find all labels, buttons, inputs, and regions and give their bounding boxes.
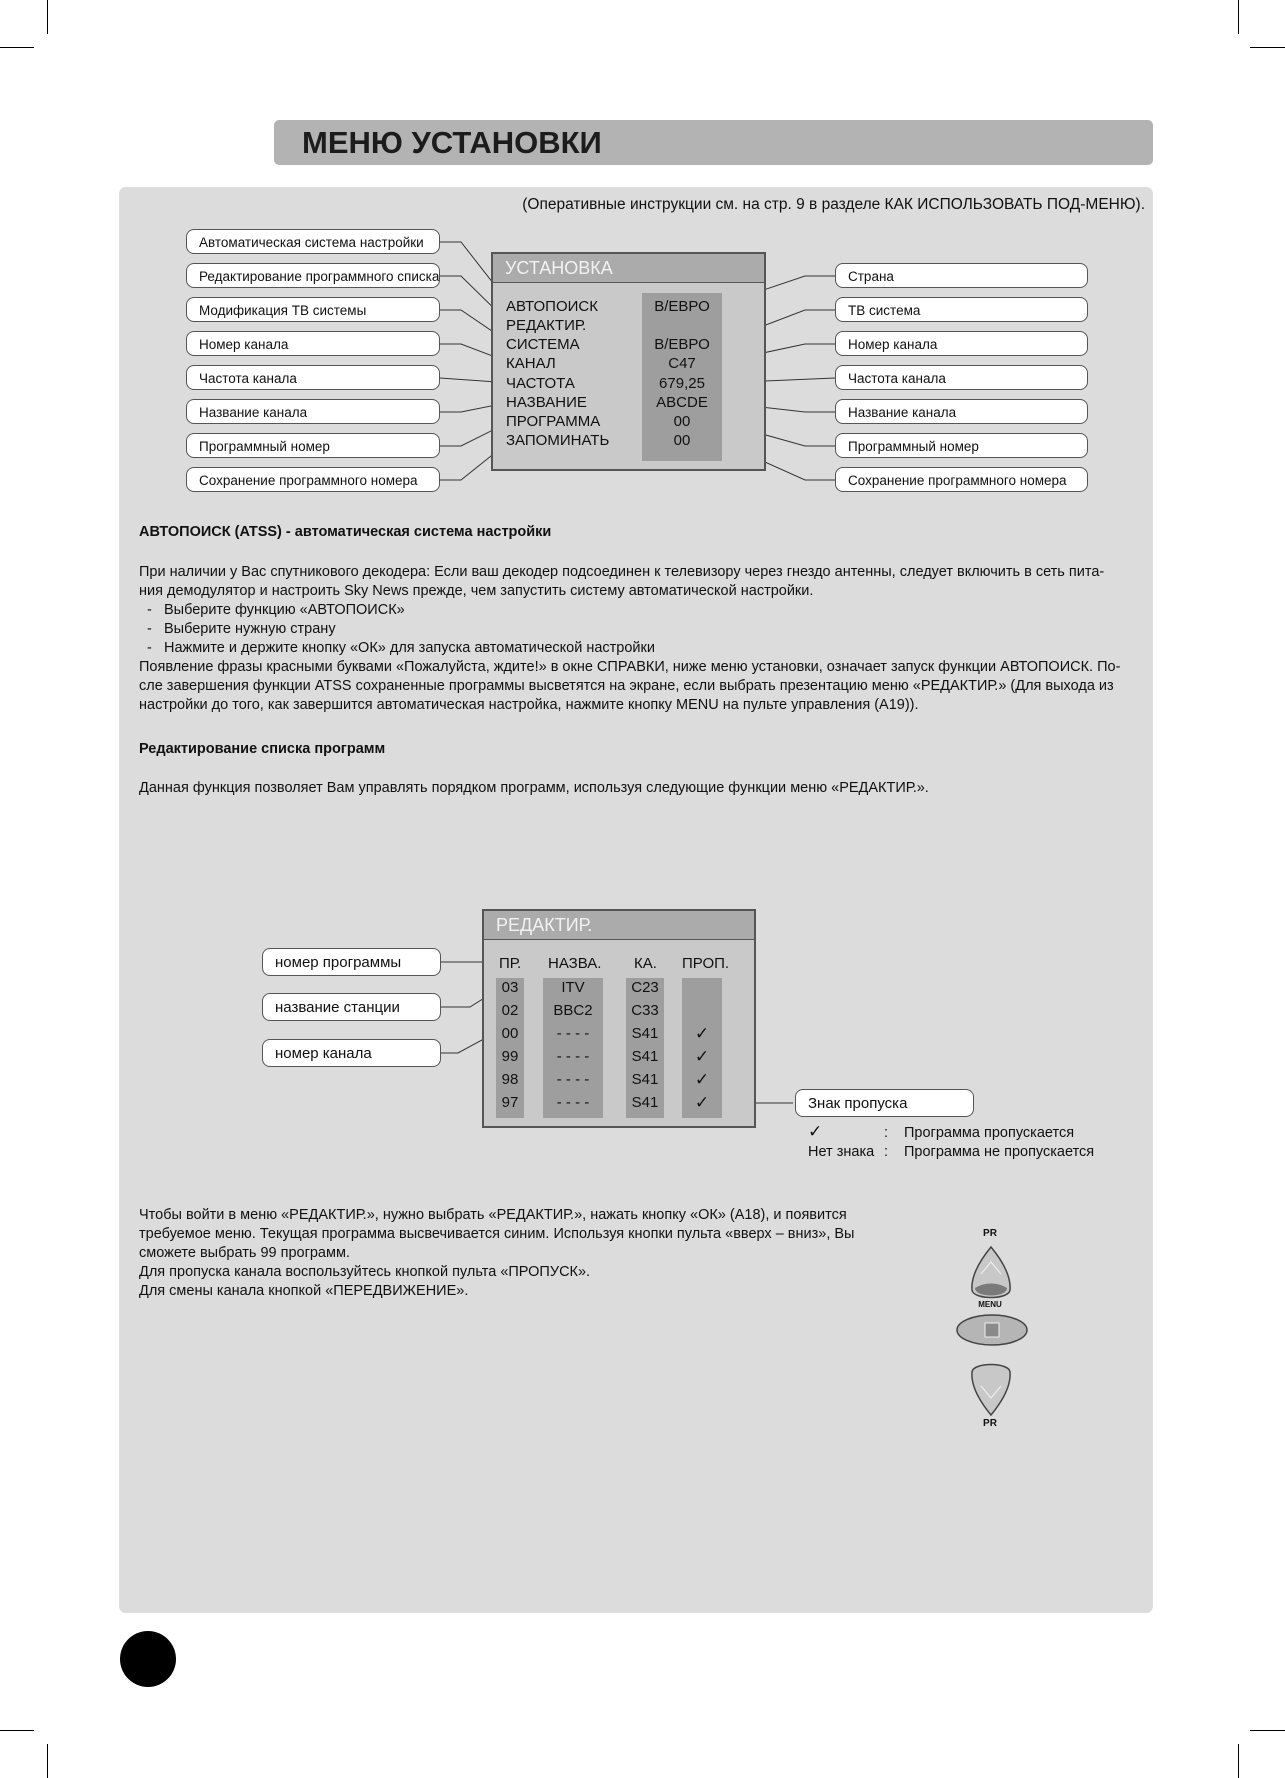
- paragraph-line: ния демодулятор и настроить Sky News прежде, чем запустить систему автоматической настройки.: [139, 583, 814, 599]
- remote-menu-label: MENU: [978, 1300, 1002, 1309]
- paragraph-line: Появление фразы красными буквами «Пожалуйста, ждите!» в окне СПРАВКИ, ниже меню установки, означает запуск функции АВТОПОИСК. По-: [139, 659, 1121, 675]
- edit-header: ПР.: [499, 955, 522, 972]
- page-title: МЕНЮ УСТАНОВКИ: [302, 125, 602, 160]
- setup-item: НАЗВАНИЕ: [506, 394, 587, 411]
- edit-osd-window: [482, 909, 756, 1128]
- setup-item: ЗАПОМИНАТЬ: [506, 432, 610, 449]
- skip-mark-label: Знак пропуска: [795, 1089, 974, 1117]
- table-row-name: - - - -: [556, 1071, 590, 1088]
- edit-left-label: название станции: [262, 993, 441, 1021]
- table-row-pr: 00: [501, 1025, 519, 1042]
- setup-item: ЧАСТОТА: [506, 375, 575, 392]
- table-row-pr: 02: [501, 1002, 519, 1019]
- setup-item: ПРОГРАММА: [506, 413, 601, 430]
- list-item: - Выберите функцию «АВТОПОИСК»: [139, 602, 405, 618]
- table-row-channel: S41: [631, 1071, 659, 1088]
- setup-left-label: Модификация ТВ системы: [186, 297, 440, 322]
- legend-text: Программа не пропускается: [904, 1144, 1095, 1160]
- setup-left-label: Программный номер: [186, 433, 440, 458]
- skip-check-icon: ✓: [694, 1070, 710, 1089]
- remote-pr-label: PR: [983, 1418, 997, 1429]
- setup-value: В/ЕВРО: [654, 298, 710, 315]
- setup-value: 00: [673, 413, 691, 430]
- table-row-pr: 03: [501, 979, 519, 996]
- setup-right-label: Название канала: [835, 399, 1088, 424]
- edit-osd-title: РЕДАКТИР.: [484, 911, 754, 940]
- edit-header: ПРОП.: [682, 955, 730, 972]
- reference-note: (Оперативные инструкции см. на стр. 9 в разделе КАК ИСПОЛЬЗОВАТЬ ПОД-МЕНЮ).: [522, 196, 1145, 213]
- setup-right-label: Номер канала: [835, 331, 1088, 356]
- setup-item: КАНАЛ: [506, 355, 556, 372]
- paragraph-line: требуемое меню. Текущая программа высвечивается синим. Используя кнопки пульта «вверх – вниз», Вы: [139, 1226, 855, 1242]
- setup-value: В/ЕВРО: [654, 336, 710, 353]
- setup-value: 679,25: [659, 375, 705, 392]
- legend-sep: :: [884, 1125, 889, 1141]
- legend-sep: :: [884, 1144, 889, 1160]
- paragraph-line: Данная функция позволяет Вам управлять порядком программ, используя следующие функции меню «РЕДАКТИР.».: [139, 780, 929, 796]
- paragraph-line: Чтобы войти в меню «РЕДАКТИР.», нужно выбрать «РЕДАКТИР.», нажать кнопку «ОК» (A18), и появится: [139, 1207, 847, 1223]
- list-item: - Выберите нужную страну: [139, 621, 336, 637]
- menu-button-icon: [955, 1312, 1029, 1348]
- table-row-name: - - - -: [556, 1025, 590, 1042]
- legend-mark: ✓: [808, 1122, 823, 1141]
- page-marker-circle: [120, 1631, 176, 1687]
- remote-pr-label: PR: [983, 1228, 997, 1239]
- legend-mark: Нет знака: [808, 1144, 875, 1160]
- pr-down-icon: [967, 1360, 1015, 1418]
- skip-check-icon: ✓: [694, 1024, 710, 1043]
- pr-up-icon: [967, 1244, 1015, 1304]
- skip-check-icon: ✓: [694, 1047, 710, 1066]
- setup-right-label: Частота канала: [835, 365, 1088, 390]
- legend-text: Программа пропускается: [904, 1125, 1075, 1141]
- table-row-channel: C33: [631, 1002, 659, 1019]
- edit-header: КА.: [634, 955, 657, 972]
- table-row-channel: S41: [631, 1048, 659, 1065]
- edit-left-label: номер программы: [262, 948, 441, 976]
- table-row-name: - - - -: [556, 1048, 590, 1065]
- table-row-name: - - - -: [556, 1094, 590, 1111]
- setup-left-label: Номер канала: [186, 331, 440, 356]
- setup-value: ABCDE: [656, 394, 708, 411]
- edit-header: НАЗВА.: [548, 955, 602, 972]
- setup-value: 00: [673, 432, 691, 449]
- table-row-channel: C23: [631, 979, 659, 996]
- section-heading-autosearch: АВТОПОИСК (ATSS) - автоматическая система настройки: [139, 524, 552, 540]
- setup-right-label: Программный номер: [835, 433, 1088, 458]
- setup-left-label: Название канала: [186, 399, 440, 424]
- table-row-channel: S41: [631, 1094, 659, 1111]
- paragraph-line: сможете выбрать 99 программ.: [139, 1245, 350, 1261]
- paragraph-line: Для смены канала кнопкой «ПЕРЕДВИЖЕНИЕ».: [139, 1283, 469, 1299]
- setup-left-label: Редактирование программного списка: [186, 263, 440, 288]
- setup-item: РЕДАКТИР.: [506, 317, 587, 334]
- paragraph-line: настройки до того, как завершится автоматическая настройка, нажмите кнопку MENU на пульте управления (A19)).: [139, 697, 919, 713]
- setup-value: C47: [668, 355, 696, 372]
- edit-left-label: номер канала: [262, 1039, 441, 1067]
- setup-left-label: Частота канала: [186, 365, 440, 390]
- setup-left-label: Автоматическая система настройки: [186, 229, 440, 254]
- setup-right-label: Страна: [835, 263, 1088, 288]
- setup-right-label: Сохранение программного номера: [835, 467, 1088, 492]
- table-row-pr: 97: [501, 1094, 519, 1111]
- paragraph-line: сле завершения функции ATSS сохраненные программы высветятся на экране, если выбрать презентацию меню «РЕДАКТИР.» (Для выхода из: [139, 678, 1114, 694]
- table-row-pr: 99: [501, 1048, 519, 1065]
- paragraph-line: При наличии у Вас спутникового декодера: Если ваш декодер подсоединен к телевизору через гнездо антенны, следует включить в сеть пита-: [139, 564, 1105, 580]
- table-row-name: ITV: [561, 979, 585, 996]
- setup-item: АВТОПОИСК: [506, 298, 598, 315]
- setup-osd-window: [491, 252, 766, 471]
- setup-right-label: ТВ система: [835, 297, 1088, 322]
- setup-item: СИСТЕМА: [506, 336, 580, 353]
- setup-osd-title: УСТАНОВКА: [493, 254, 764, 283]
- list-item: - Нажмите и держите кнопку «ОК» для запуска автоматической настройки: [139, 640, 655, 656]
- setup-left-label: Сохранение программного номера: [186, 467, 440, 492]
- table-row-channel: S41: [631, 1025, 659, 1042]
- section-heading-edit: Редактирование списка программ: [139, 741, 386, 757]
- skip-check-icon: ✓: [694, 1093, 710, 1112]
- paragraph-line: Для пропуска канала воспользуйтесь кнопкой пульта «ПРОПУСК».: [139, 1264, 591, 1280]
- table-row-name: BBC2: [553, 1002, 593, 1019]
- table-row-pr: 98: [501, 1071, 519, 1088]
